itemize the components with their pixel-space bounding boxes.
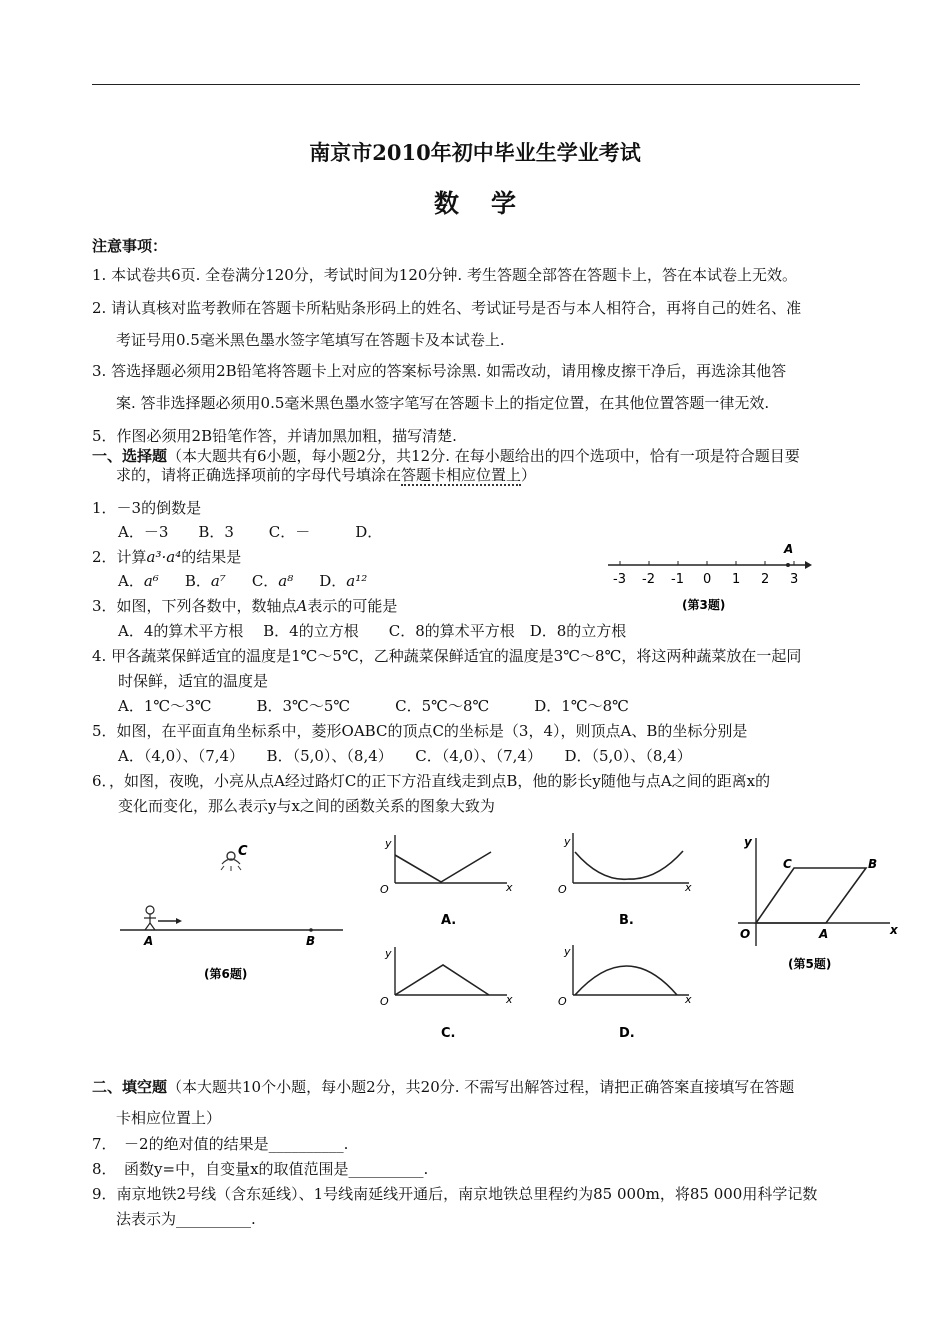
axis-x-label: x <box>685 993 692 1006</box>
q2-opt-a: A． <box>118 572 144 590</box>
q2-opt-c-value: a⁸ <box>278 572 294 590</box>
q5-options: A．（4,0）、（7,4） B．（5,0）、（8,4） C．（4,0）、（7,4） D．（5,0）、（8,4） <box>118 747 692 765</box>
q6-stem: 6．，如图，夜晚，小亮从点A经过路灯C的正下方沿直线走到点B，他的影长y随他与点A之间的距离x的 <box>92 772 771 790</box>
note-item: 5．作图必须用2B铅笔作答，并请加黑加粗，描写清楚. <box>92 427 457 445</box>
q2-opt-b: B． <box>184 572 211 590</box>
graph-c-label: C. <box>441 1026 456 1040</box>
tick-label: -3 <box>613 572 626 587</box>
q1-options: A．－3 B．3 C．－ D． <box>118 523 383 541</box>
section1-desc-a: 求的，请将正确选择项前的字母代号填涂在 <box>116 466 402 484</box>
graph-c-curve <box>395 965 489 995</box>
note-item: 考证号用0.5毫米黑色墨水签字笔填写在答题卡及本试卷上. <box>116 331 505 349</box>
point-c-label: C <box>783 857 792 871</box>
point-b-marker <box>309 928 313 932</box>
rhombus-oabc <box>756 868 866 923</box>
graph-a-label: A. <box>441 913 457 928</box>
graph-c <box>380 947 513 1040</box>
q2-opt-d-value: a¹² <box>346 572 368 590</box>
q2-stem-a: 2．计算 <box>92 548 147 566</box>
tick-label: 1 <box>732 572 741 587</box>
axis-x-label: x <box>506 881 513 894</box>
note-item: 2. 请认真核对监考教师在答题卡所粘贴条形码上的姓名、考试证号是否与本人相符合，再将自己的姓名、准 <box>92 299 802 317</box>
q2-options <box>118 571 367 591</box>
graph-d-label: D. <box>619 1026 635 1040</box>
walk-arrow-icon <box>158 918 182 924</box>
header-rule <box>92 84 860 85</box>
q2-stem <box>92 547 241 567</box>
axis-x-label: x <box>685 881 692 894</box>
axis-y-label: y <box>385 837 392 850</box>
graph-b-label: B. <box>619 913 634 928</box>
q3-stem <box>92 596 397 616</box>
q4-stem: 4. 甲各蔬菜保鲜适宜的温度是1℃～5℃，乙种蔬菜保鲜适宜的温度是3℃～8℃，将这两种蔬菜放在一起同 <box>92 647 802 665</box>
point-b-label: B <box>868 857 878 871</box>
tick-label: -2 <box>642 572 655 587</box>
q3-options: A．4的算术平方根 B．4的立方根 C．8的算术平方根 D．8的立方根 <box>118 622 627 640</box>
q2-opt-b-value: a⁷ <box>210 572 226 590</box>
note-item: 1. 本试卷共6页. 全卷满分120分，考试时间为120分钟. 考生答题全部答在答题卡上，答在本试卷上无效。 <box>92 266 797 284</box>
q5-stem: 5．如图，在平面直角坐标系中，菱形OABC的顶点C的坐标是（3，4），则顶点A、B的坐标分别是 <box>92 722 748 740</box>
point-a-marker <box>786 563 790 567</box>
person-icon <box>144 906 156 930</box>
notes-heading: 注意事项： <box>92 237 168 255</box>
q9: 9．南京地铁2号线（含东延线）、1号线南延线开通后，南京地铁总里程约为85 000m，将85 000用科学记数 <box>92 1185 818 1203</box>
point-b-label: B <box>306 934 316 948</box>
section1-heading <box>92 446 800 466</box>
graph-a-curve <box>395 852 491 882</box>
axis-y-label: y <box>564 835 571 848</box>
q4-options: A．1℃～3℃ B．3℃～5℃ C．5℃～8℃ D．1℃～8℃ <box>118 697 629 715</box>
axis-y-label: y <box>564 945 571 958</box>
graph-d <box>558 945 692 1040</box>
section1-desc: （本大题共有6小题，每小题2分，共12分. 在每小题给出的四个选项中，恰有一项是符合题目要 <box>167 447 800 465</box>
q4-stem-cont: 时保鲜，适宜的温度是 <box>118 672 269 690</box>
q3-var: A <box>296 597 308 615</box>
section2-desc-line2: 卡相应位置上） <box>116 1109 222 1127</box>
tick-label: 2 <box>761 572 770 587</box>
tick-label: -1 <box>671 572 684 587</box>
q2-opt-c: C． <box>251 572 279 590</box>
q7: 7． －2的绝对值的结果是__________. <box>92 1135 349 1153</box>
section2-heading <box>92 1077 794 1097</box>
q2-stem-b: 的结果是 <box>181 548 242 566</box>
q8: 8． 函数y=中，自变量x的取值范围是__________. <box>92 1160 429 1178</box>
q2-expr: a³·a⁴ <box>146 548 182 566</box>
note-item: 3. 答选择题必须用2B铅笔将答题卡上对应的答案标号涂黑. 如需改动，请用橡皮擦干净后，再选涂其他答 <box>92 362 787 380</box>
note-item: 案. 答非选择题必须用0.5毫米黑色墨水签字笔写在答题卡上的指定位置，在其他位置答题一律无效. <box>116 394 770 412</box>
q3-stem-a: 3．如图，下列各数中，数轴点 <box>92 597 297 615</box>
exam-title: 南京市2010年初中毕业生学业考试 <box>309 140 641 165</box>
origin-label: O <box>380 883 389 896</box>
section1-desc-c: ） <box>521 466 537 484</box>
section1-label: 一、选择题 <box>92 447 168 465</box>
graph-a <box>380 835 513 928</box>
tick-label: 0 <box>703 572 712 587</box>
axis-x-label: x <box>506 993 513 1006</box>
figure-caption: (第3题) <box>682 598 726 612</box>
axis-x-label: x <box>890 923 898 937</box>
q3-stem-b: 表示的可能是 <box>307 597 398 615</box>
q2-opt-a-value: a⁶ <box>143 572 159 590</box>
lamp-label: C <box>238 844 248 859</box>
section2-desc: （本大题共10个小题，每小题2分，共20分. 不需写出解答过程，请把正确答案直接填写在答题 <box>167 1078 795 1096</box>
figure-caption: (第6题) <box>204 967 248 981</box>
graph-b-curve <box>575 851 683 879</box>
point-o-label: O <box>740 927 751 941</box>
q9-cont: 法表示为__________. <box>116 1210 256 1228</box>
graph-b <box>558 833 692 928</box>
figure-caption: (第5题) <box>788 957 832 971</box>
axis-y-label: y <box>385 947 392 960</box>
q2-opt-d: D． <box>319 572 347 590</box>
origin-label: O <box>380 995 389 1008</box>
point-a-label: A <box>144 934 154 948</box>
graph-d-curve <box>575 966 677 995</box>
point-a-label: A <box>819 927 829 941</box>
q6-stem-cont: 变化而变化，那么表示y与x之间的函数关系的图象大致为 <box>118 797 495 815</box>
point-a-label: A <box>784 542 794 556</box>
section1-desc-b: 答题卡相应位置上 <box>401 466 522 484</box>
origin-label: O <box>558 883 567 896</box>
origin-label: O <box>558 995 567 1008</box>
axis-y-label: y <box>744 835 752 849</box>
q1-stem: 1．－3的倒数是 <box>92 499 202 517</box>
tick-label: 3 <box>790 572 799 587</box>
section2-label: 二、填空题 <box>92 1078 168 1096</box>
section1-desc-line2 <box>116 465 536 485</box>
exam-subject: 数学 <box>433 189 548 218</box>
